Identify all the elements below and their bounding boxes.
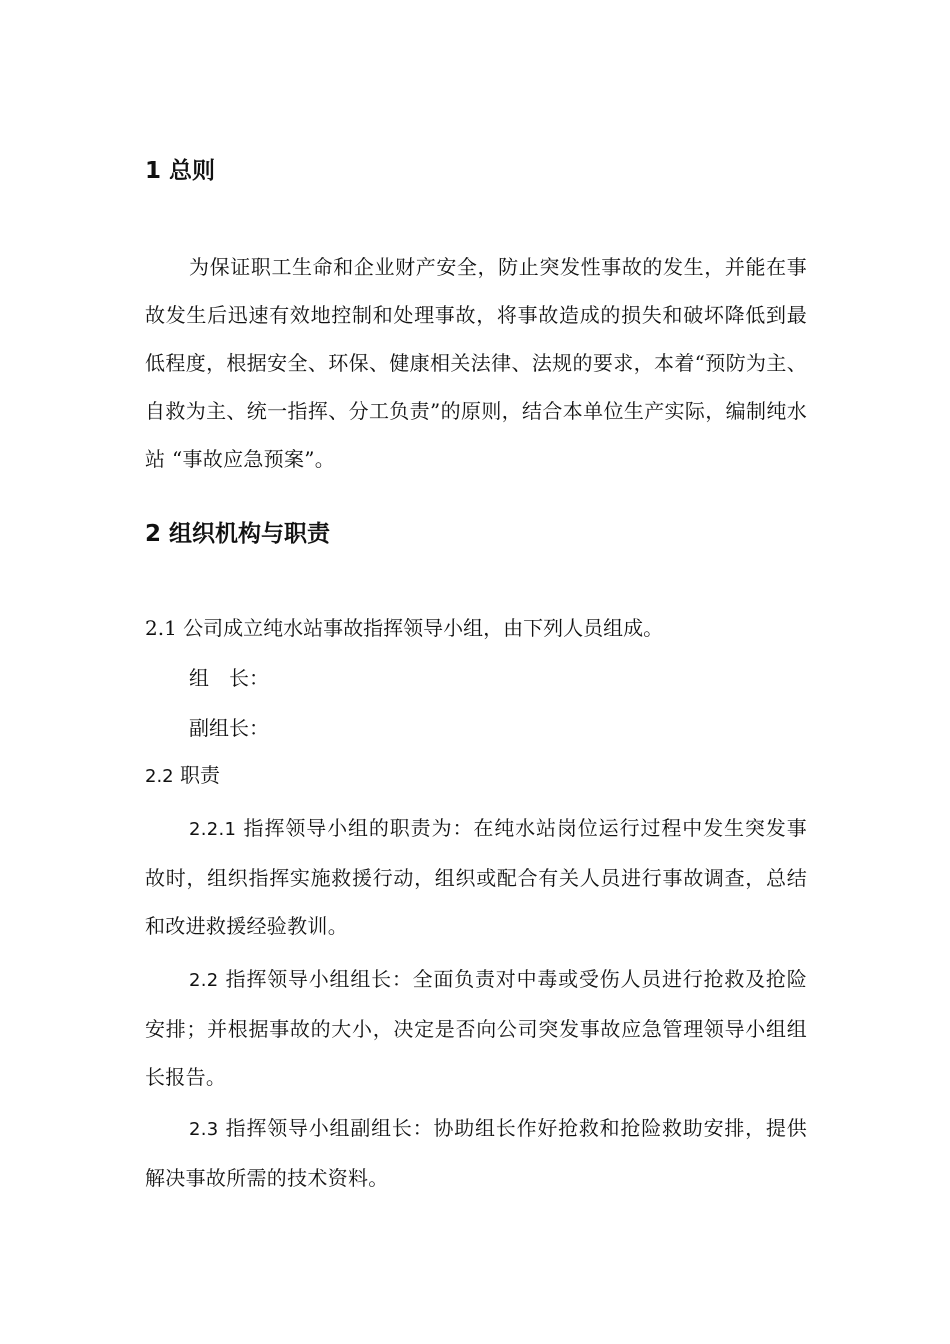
deputy-leader-label: 副组长： bbox=[189, 716, 269, 740]
leader-label: 组 长： bbox=[189, 666, 269, 690]
section-1-heading: 1 总则 bbox=[145, 158, 216, 184]
duties-heading bbox=[145, 760, 220, 792]
duty-2-2-1-text: 指挥领导小组的职责为：在纯水站岗位运行过程中发生突发事故时，组织指挥实施救援行动，组织或配合有关人员进行事故调查，总结和改进救援经验教训。 bbox=[145, 816, 807, 938]
duty-2-3-text: 指挥领导小组副组长：协助组长作好抢救和抢险救助安排，提供解决事故所需的技术资料。 bbox=[145, 1116, 807, 1190]
duty-2-3-number: 2.3 bbox=[189, 1119, 219, 1140]
duty-2-3-paragraph bbox=[145, 1104, 807, 1202]
duty-2-2-number: 2.2 bbox=[189, 970, 219, 991]
section-2-heading: 2 组织机构与职责 bbox=[145, 521, 331, 547]
duties-heading-number: 2.2 bbox=[145, 766, 174, 787]
section-1-intro-paragraph: 为保证职工生命和企业财产安全，防止突发性事故的发生，并能在事故发生后迅速有效地控制和处理事故，将事故造成的损失和破坏降低到最低程度，根据安全、环保、健康相关法律、法规的要求，本着“预防为主、自救为主、统一指挥、分工负责”的原则，结合本单位生产实际，编制纯水站 “事故应急预案”。 bbox=[145, 255, 807, 471]
duties-heading-text: 职责 bbox=[173, 763, 220, 787]
item-2-1-text: 2.1 公司成立纯水站事故指挥领导小组，由下列人员组成。 bbox=[145, 616, 664, 640]
duty-2-2-1-number: 2.2.1 bbox=[189, 819, 237, 840]
duty-2-2-1-paragraph bbox=[145, 804, 807, 950]
duty-2-2-paragraph bbox=[145, 955, 807, 1101]
duty-2-2-text: 指挥领导小组组长：全面负责对中毒或受伤人员进行抢救及抢险安排；并根据事故的大小，决定是否向公司突发事故应急管理领导小组组长报告。 bbox=[145, 967, 807, 1089]
